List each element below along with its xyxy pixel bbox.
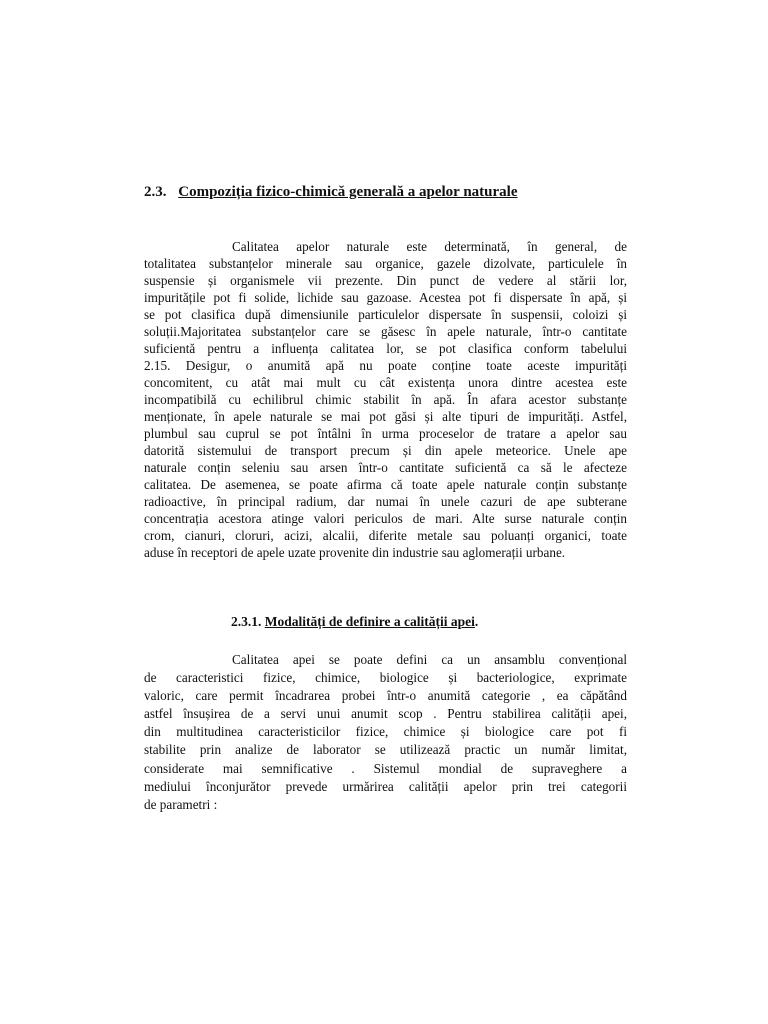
paragraph-line: 2.15. Desigur, o anumită apă nu poate conține toate aceste impurități: [144, 358, 627, 373]
paragraph-line: plumbul sau cuprul se pot întâlni în urma proceselor de tratare a apelor sau: [144, 426, 627, 441]
paragraph-line: suspensie și organismele vii prezente. Din punct de vedere al stării lor,: [144, 273, 627, 288]
paragraph-line: de caracteristici fizice, chimice, biologice și bacteriologice, exprimate: [144, 670, 627, 686]
subsection-number: 2.3.1.: [231, 614, 262, 629]
paragraph-line: calitatea. De asemenea, se poate afirma că toate apele naturale conțin substanțe: [144, 477, 627, 492]
paragraph-line: suficientă pentru a influența calitatea lor, se pot clasifica conform tabelului: [144, 341, 627, 356]
section-heading: [144, 184, 518, 201]
paragraph-line: impuritățile pot fi solide, lichide sau gazoase. Acestea pot fi dispersate în apă, și: [144, 290, 627, 305]
paragraph-line: radioactive, în principal radium, dar numai în unele cazuri de ape subterane: [144, 494, 627, 509]
paragraph-line: datorită sistemului de transport precum și din apele meteorice. Unele ape: [144, 443, 627, 458]
paragraph-line: crom, cianuri, cloruri, acizi, alcalii, diferite metale sau poluanți organici, toate: [144, 528, 627, 543]
section-number: 2.3.: [144, 184, 167, 200]
paragraph-line: stabilite prin analize de laborator se utilizează practic un număr limitat,: [144, 742, 627, 758]
subsection-period: .: [474, 614, 479, 629]
subsection-title: Modalități de definire a calității apei: [264, 614, 475, 629]
paragraph-line: concentrația acestora atinge valori periculos de mari. Alte surse naturale conțin: [144, 511, 627, 526]
paragraph-line: Calitatea apelor naturale este determinată, în general, de: [232, 239, 627, 254]
paragraph-line: naturale conțin seleniu sau arsen într-o cantitate suficientă ca să le afecteze: [144, 460, 627, 475]
paragraph-line: considerate mai semnificative . Sistemul mondial de supraveghere a: [144, 760, 627, 776]
paragraph-line: mediului înconjurător prevede urmărirea calității apelor prin trei categorii: [144, 778, 627, 794]
subsection-heading: [231, 614, 478, 630]
paragraph-line: astfel însușirea de a servi unui anumit scop . Pentru stabilirea calității apei,: [144, 706, 627, 722]
paragraph-line: soluții.Majoritatea substanțelor care se găsesc în apele naturale, într-o cantitate: [144, 324, 627, 339]
paragraph-definition: [144, 651, 627, 814]
paragraph-line: se pot clasifica după dimensiunile particulelor dispersate în suspensii, coloizi și: [144, 307, 627, 322]
section-title: Compoziția fizico-chimică generală a apelor naturale: [178, 184, 518, 200]
paragraph-line: din multitudinea caracteristicilor fizice, chimice și biologice care pot fi: [144, 724, 627, 740]
paragraph-line: concomitent, cu atât mai mult cu cât existența unora dintre acestea este: [144, 375, 627, 390]
paragraph-line: aduse în receptori de apele uzate provenite din industrie sau aglomerații urbane.: [144, 545, 566, 560]
paragraph-line: menționate, în apele naturale se mai pot găsi și alte tipuri de impurități. Astfel,: [144, 409, 627, 424]
paragraph-line: Calitatea apei se poate defini ca un ansamblu convențional: [232, 652, 627, 667]
paragraph-line: valoric, care permit încadrarea probei într-o anumită categorie , ea căpătând: [144, 688, 627, 704]
paragraph-line: de parametri :: [144, 796, 218, 812]
paragraph-composition: [144, 238, 627, 561]
paragraph-line: totalitatea substanțelor minerale sau organice, gazele dizolvate, particulele în: [144, 256, 627, 271]
paragraph-line: incompatibilă cu echilibrul chimic stabilit în apă. În afara acestor substanțe: [144, 392, 627, 407]
